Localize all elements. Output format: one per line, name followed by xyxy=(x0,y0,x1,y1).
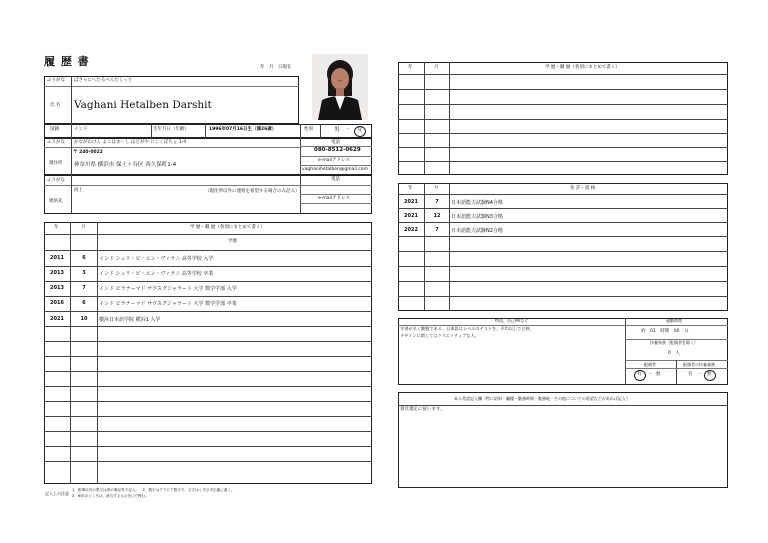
contact-email-label: e-mailアドレス xyxy=(318,196,350,201)
nationality-label: 国籍 xyxy=(50,127,59,132)
history-row-2-text: インド シュリ・ピ・エン・ヴィラニ 高等学校 卒業 xyxy=(99,271,214,277)
licenses-col-year: 年 xyxy=(408,186,413,191)
dependents-label: 扶養家族（配偶者を除く） xyxy=(650,340,698,345)
history-row-5-month: 10 xyxy=(80,316,88,322)
history-row-1-year: 2011 xyxy=(50,255,64,261)
wishes-title: 本人希望記入欄（特に給料・職種・勤務時間・勤務地・その他についての希望などがあれば記入） xyxy=(454,396,630,401)
history-row-3-month: 7 xyxy=(82,285,86,291)
contact-furigana-label: ふりがな xyxy=(47,178,65,183)
license-row-2-month: 12 xyxy=(433,213,441,219)
history-row-3-year: 2013 xyxy=(50,285,64,291)
email-value: vaghanihetalben@gmail.com xyxy=(302,167,368,172)
postal-code: 〒 240-0022 xyxy=(73,150,103,155)
contact-value: 同上 xyxy=(74,188,83,193)
history-row-5-text: 横浜日本語学院 横浜1 入学 xyxy=(99,317,161,323)
commute-label: 通勤時間 xyxy=(666,318,682,323)
nationality-row xyxy=(44,124,372,138)
furigana-label: ふりがな xyxy=(47,78,65,83)
sex-male: 男 xyxy=(334,127,340,133)
license-row-2-year: 2021 xyxy=(404,213,418,219)
license-row-3-text: 日本語能力試験N2合格 xyxy=(451,228,503,234)
history-row-4-text: インド ビラナーマド サウスグジャラート 大学 数学学部 卒業 xyxy=(99,301,237,307)
license-row-3-year: 2022 xyxy=(404,227,418,233)
resume-title: 履 歴 書 xyxy=(44,55,90,68)
applicant-photo xyxy=(312,54,368,120)
date-label: 年 月 日現在 xyxy=(260,65,292,70)
spouse-yes: 有 xyxy=(637,372,642,377)
name-value: Vaghani Hetalben Darshit xyxy=(74,99,212,111)
phone-label: 電話 xyxy=(331,140,340,145)
contact-phone-label: 電話 xyxy=(331,177,340,182)
history-col-year: 年 xyxy=(54,225,59,230)
history-section-label: 学歴 xyxy=(228,239,237,244)
history-row-3-text: インド ビラナーマド サウスグジャラート 大学 数学学部 入学 xyxy=(99,286,237,292)
licenses-col-month: 月 xyxy=(434,186,439,191)
commute-value: 約 01 時間 00 分 xyxy=(641,329,689,334)
phone-value: 080-8512-0629 xyxy=(314,147,361,153)
appeal-text-2: デザインに関してはクリエイティブな人。 xyxy=(400,333,479,338)
notes-label: 記入上の注意 xyxy=(45,491,69,496)
license-row-2-text: 日本語能力試験N3合格 xyxy=(451,214,503,220)
history-col-month: 月 xyxy=(81,225,86,230)
appeal-title: 特技、自己PRなど xyxy=(495,318,529,323)
right-history-col-month: 月 xyxy=(434,65,439,70)
history-row-4-month: 6 xyxy=(82,300,86,306)
dependents-value: 0 人 xyxy=(668,351,680,356)
address-value: 神奈川県 横浜市 保土ヶ谷区 西久保町1-4 xyxy=(74,162,177,168)
spouse-no: 無 xyxy=(656,372,661,377)
history-row-5-year: 2021 xyxy=(50,316,64,322)
notes-line-1: 1．鉛筆以外の黒又は青の筆記具で記入。 2．数字はアラビア数字で、文字はくずさず正確に書く。 xyxy=(72,488,235,492)
license-row-1-month: 7 xyxy=(435,199,439,205)
history-row-2-year: 2013 xyxy=(50,270,64,276)
contact-label: 連絡先 xyxy=(49,199,63,204)
spouse-label: 配偶者 xyxy=(644,362,656,367)
license-row-1-text: 日本語能力試験N4合格 xyxy=(451,200,503,206)
wishes-text: 貴社規定に従います。 xyxy=(400,407,445,412)
addr-furigana-value: かながわけん よこはまーし ほどがや にしくぼちょ 1-4 xyxy=(74,140,187,145)
spouse-support-label: 配偶者の扶養義務 xyxy=(683,362,715,367)
sex-label: 性別 xyxy=(304,127,313,132)
sex-female: 女 xyxy=(357,127,363,133)
support-yes: 有 xyxy=(688,372,693,377)
history-row-1-month: 6 xyxy=(82,255,86,261)
wishes-block xyxy=(398,392,728,488)
addr-furigana-label: ふりがな xyxy=(47,140,65,145)
history-row-4-year: 2016 xyxy=(50,300,64,306)
birth-value: 1996年07月16日生（満26歳） xyxy=(209,127,277,132)
right-history-col-year: 年 xyxy=(408,65,413,70)
right-history-col-desc: 学 歴・職 歴（各別にまとめて書く） xyxy=(545,65,620,70)
furigana-value: ばさゃにへたるべんだしっと xyxy=(74,78,133,83)
history-col-desc: 学 歴・職 歴（各別にまとめて書く） xyxy=(190,225,265,230)
history-row-1-text: インド シュリ・ピ・エン・ヴィラニ 高等学校 入学 xyxy=(99,256,214,262)
notes-line-2: 3．※印のところは、該当するものを○で囲む。 xyxy=(72,494,149,498)
contact-note: （現住所以外に連絡を希望する場合のみ記入） xyxy=(205,189,300,194)
email-label: e-mailアドレス xyxy=(318,158,350,163)
history-row-2-month: 3 xyxy=(82,270,86,276)
nationality-value: インド xyxy=(74,127,88,132)
license-row-1-year: 2021 xyxy=(404,199,418,205)
birth-label: 生年月日（年齢） xyxy=(153,127,189,132)
addr-label: 現住所 xyxy=(49,161,63,166)
support-no: 無 xyxy=(707,372,712,377)
appeal-text-1: 学習が早く勤勉である。日本語はレベルのテストを、平均以上で合格。 xyxy=(400,326,534,331)
licenses-col-desc: 免 許・資 格 xyxy=(570,186,596,191)
name-label: 氏 名 xyxy=(50,103,61,108)
license-row-3-month: 7 xyxy=(435,227,439,233)
